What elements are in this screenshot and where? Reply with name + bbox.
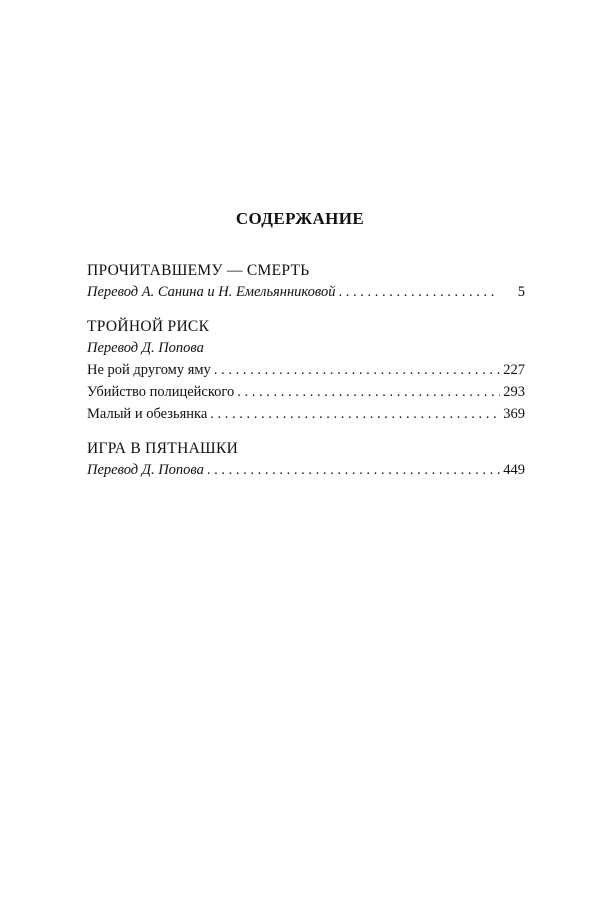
dot-leader	[237, 382, 500, 403]
toc-entry[interactable]	[87, 360, 525, 382]
page-number: 293	[503, 384, 525, 400]
section-title: ТРОЙНОЙ РИСК	[87, 318, 210, 335]
dot-leader	[207, 460, 500, 481]
entry-title: Малый и обезьянка	[87, 406, 208, 422]
translator-credit: Перевод Д. Попова	[87, 462, 204, 478]
dot-leader	[339, 282, 497, 303]
table-of-contents	[87, 262, 525, 496]
toc-section-1	[87, 262, 525, 304]
translator-credit: Перевод Д. Попова	[87, 340, 204, 356]
page-number: 227	[503, 362, 525, 378]
entry-title: Убийство полицейского	[87, 384, 235, 400]
toc-entry[interactable]	[87, 282, 525, 304]
section-title: ПРОЧИТАВШЕМУ — СМЕРТЬ	[87, 262, 310, 279]
section-title: ИГРА В ПЯТНАШКИ	[87, 440, 239, 457]
toc-entry[interactable]	[87, 460, 525, 482]
page-number: 449	[503, 462, 525, 478]
toc-heading: СОДЕРЖАНИЕ	[235, 209, 365, 228]
toc-entry[interactable]	[87, 382, 525, 404]
dot-leader	[214, 360, 500, 381]
dot-leader	[210, 404, 500, 425]
toc-section-3	[87, 440, 525, 482]
page-number: 369	[503, 406, 525, 422]
entry-title: Не рой другому яму	[87, 362, 211, 378]
page-number: 5	[517, 284, 525, 300]
toc-entry[interactable]	[87, 404, 525, 426]
translator-credit: Перевод А. Санина и Н. Емельянниковой	[87, 284, 336, 300]
toc-section-2	[87, 318, 525, 426]
